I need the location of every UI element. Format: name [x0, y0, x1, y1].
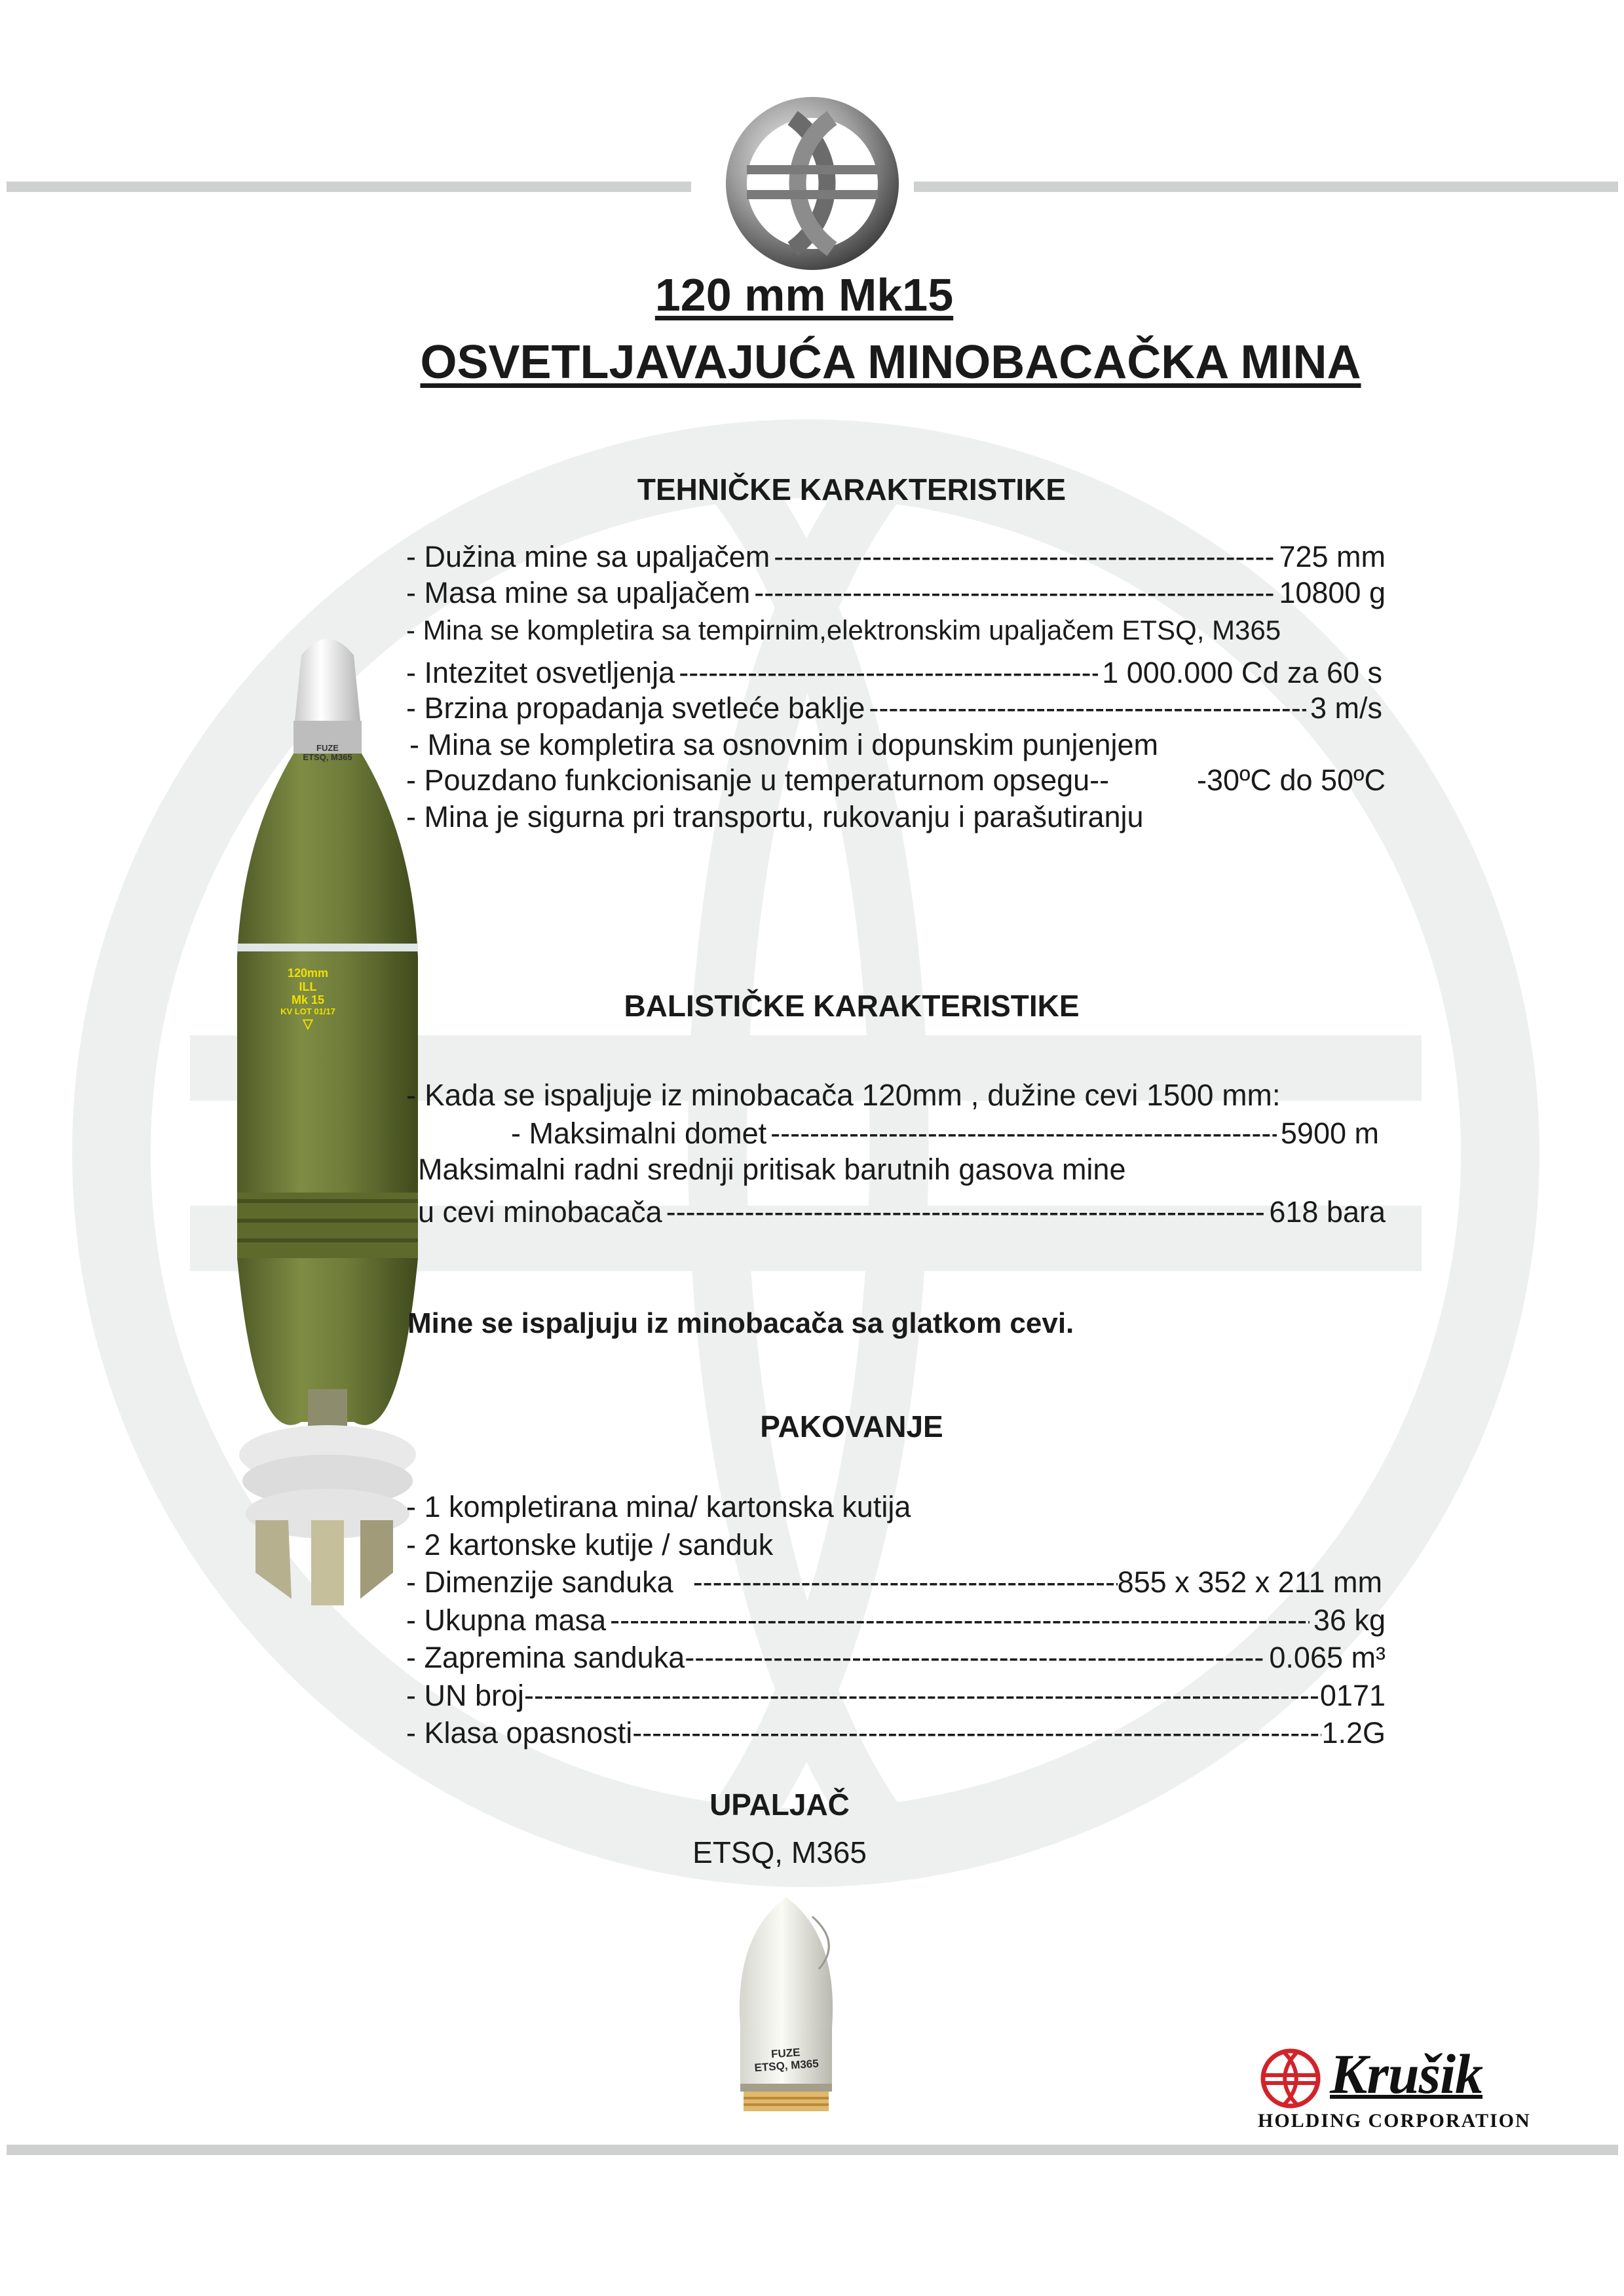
pack-item-hazard-class: [406, 1718, 1386, 1748]
ballistic-item-label: u cevi minobacača: [418, 1195, 662, 1229]
tech-item-label: - Brzina propadanja svetleće baklje: [406, 691, 865, 725]
tech-item-length: [406, 542, 1386, 571]
pack-item-value: 0171: [1319, 1679, 1386, 1712]
ballistic-max-range: [511, 1119, 1379, 1148]
tech-item-value: 10800 g: [1279, 576, 1386, 609]
brand-name: Krušik: [1330, 2042, 1483, 2105]
ballistic-item-value: 5900 m: [1280, 1117, 1379, 1150]
brand-emblem-icon: [1258, 2046, 1323, 2111]
pack-item-dimensions: [406, 1567, 1382, 1597]
fuze-value: ETSQ, M365: [692, 1835, 867, 1869]
brand-tagline: HOLDING CORPORATION: [1258, 2110, 1531, 2132]
tech-item-intensity: [406, 658, 1382, 687]
tech-item-charges: - Mina se kompletira sa osnovnim i dopunskim punjenjem: [409, 728, 1159, 761]
pack-item-value: 36 kg: [1313, 1603, 1386, 1637]
emblem-logo: [721, 92, 904, 275]
tech-item-label: - Masa mine sa upaljačem: [406, 576, 751, 609]
pack-item-label: - Klasa opasnosti: [406, 1716, 633, 1750]
tech-item-temperature: [406, 765, 1386, 795]
pack-item-box: - 1 kompletirana mina/ kartonska kutija: [406, 1490, 911, 1523]
bottom-rule: [7, 2145, 1618, 2155]
tech-item-descent: [406, 693, 1382, 723]
tech-item-label: - Pouzdano funkcionisanje u temperaturnom opsegu--: [406, 763, 1110, 797]
pack-item-label: - Dimenzije sanduka: [406, 1565, 673, 1599]
pack-item-label: - UN broj: [406, 1679, 525, 1712]
ballistic-intro: - Kada se ispaljuje iz minobacača 120mm , dužine cevi 1500 mm:: [406, 1078, 1281, 1112]
pack-item-un-number: [406, 1681, 1386, 1710]
mortar-bomb-image: [229, 629, 426, 1618]
tech-item-value: 3 m/s: [1310, 691, 1382, 725]
tech-item-value: 725 mm: [1279, 540, 1386, 573]
pack-item-volume: [406, 1643, 1386, 1672]
tech-item-safety: - Mina je sigurna pri transportu, rukovanju i parašutiranju: [406, 800, 1144, 833]
top-rule-right: [914, 182, 1618, 192]
packaging-heading: PAKOVANJE: [760, 1409, 943, 1444]
body-marking: [262, 966, 354, 1032]
pack-item-value: 0.065 m³: [1269, 1641, 1386, 1674]
pack-item-label: - Ukupna masa: [406, 1603, 607, 1637]
product-title: 120 mm Mk15: [654, 269, 954, 320]
pack-item-label: - Zapremina sanduka: [406, 1641, 685, 1674]
pack-item-crate: - 2 kartonske kutije / sanduk: [406, 1528, 774, 1561]
ballistic-item-value: 618 bara: [1269, 1195, 1386, 1229]
fuze-image: [727, 1897, 845, 2113]
tech-item-value: -30ºC do 50ºC: [1196, 763, 1386, 797]
fuze-image-label-line1: FUZE: [770, 2046, 801, 2061]
pack-item-total-mass: [406, 1605, 1386, 1635]
ballistic-heading: BALISTIČKE KARAKTERISTIKE: [624, 989, 1080, 1023]
pack-item-value: 855 x 352 x 211 mm: [1117, 1565, 1382, 1599]
body-marking-line2: ILL: [299, 980, 317, 993]
tech-item-fuze: - Mina se kompletira sa tempirnim,elektronskim upaljačem ETSQ, M365: [406, 615, 1281, 645]
tech-item-mass: [406, 578, 1386, 607]
ballistic-note: Mine se ispaljuju iz minobacača sa glatkom cevi.: [407, 1307, 1074, 1339]
pack-item-value: 1.2G: [1321, 1716, 1386, 1750]
fuze-marking: [298, 744, 357, 763]
product-subtitle: OSVETLJAVAJUĆA MINOBACAČKA MINA: [420, 336, 1361, 389]
body-marking-line4: KV LOT 01/17: [280, 1006, 335, 1017]
top-rule-left: [7, 182, 691, 192]
technical-heading: TEHNIČKE KARAKTERISTIKE: [637, 472, 1067, 507]
fuze-marking-line2: ETSQ, M365: [303, 752, 352, 763]
ballistic-pressure-line: Maksimalni radni srednji pritisak barutnih gasova mine: [418, 1153, 1126, 1186]
tech-item-label: - Dužina mine sa upaljačem: [406, 540, 770, 573]
tech-item-label: - Intezitet osvetljenja: [406, 656, 675, 689]
fuze-image-label-line2: ETSQ, M365: [753, 2057, 820, 2075]
fuze-heading: UPALJAČ: [709, 1788, 850, 1822]
body-marking-line3: Mk 15: [291, 993, 325, 1007]
ballistic-pressure: [418, 1197, 1386, 1227]
fuze-marking-line1: FUZE: [316, 743, 339, 753]
body-marking-icon: ▽: [303, 1017, 313, 1031]
ballistic-item-label: - Maksimalni domet: [511, 1117, 767, 1150]
body-marking-line1: 120mm: [287, 966, 329, 980]
tech-item-value: 1 000.000 Cd za 60 s: [1102, 656, 1382, 689]
